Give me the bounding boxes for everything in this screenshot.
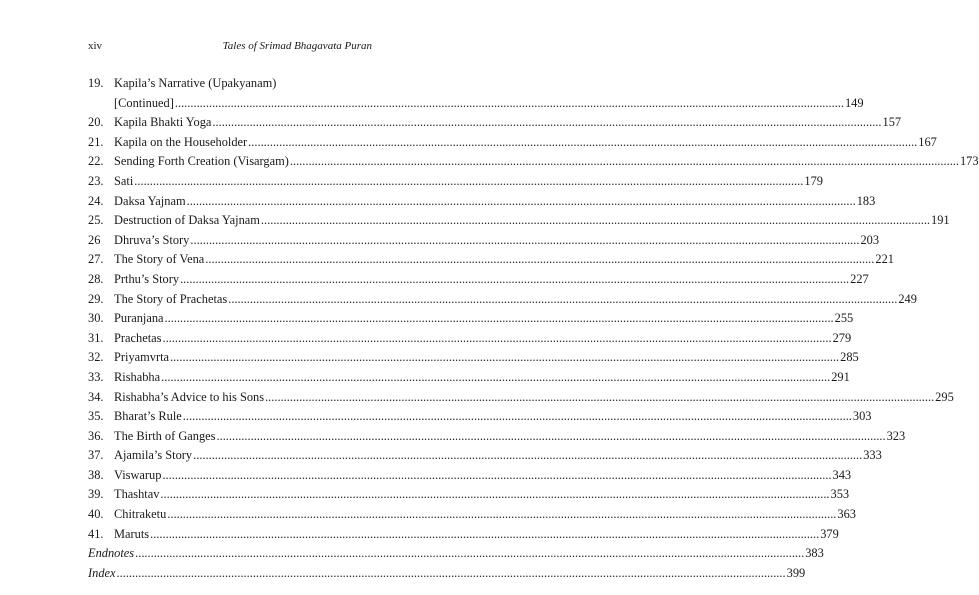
toc-entry-page: 333: [863, 448, 882, 463]
toc-entry-title-continued: [Continued]: [114, 95, 174, 110]
leader-dots: [165, 309, 834, 329]
leader-dots: [228, 290, 897, 310]
toc-entry-title: Rishabha’s Advice to his Sons: [114, 389, 265, 404]
toc-entry-title: Thashtav: [114, 487, 160, 502]
leader-dots: [150, 525, 819, 545]
leader-dots: [212, 113, 881, 133]
toc-entry-page: 285: [840, 350, 859, 365]
toc-entry-title: Destruction of Daksa Yajnam: [114, 213, 260, 228]
toc-entry: [88, 113, 902, 133]
leader-dots: [205, 250, 874, 270]
toc-entry-title: Index: [88, 565, 116, 580]
toc-entry: [88, 290, 917, 310]
leader-dots: [193, 446, 862, 466]
toc-entry-number: 26: [88, 232, 101, 247]
leader-dots: [162, 329, 831, 349]
toc-entry-page: 399: [786, 565, 806, 580]
toc-entry-page: 167: [918, 134, 937, 149]
leader-dots: [290, 152, 959, 172]
toc-entry-number: 36.: [88, 428, 104, 443]
toc-entry-page: 291: [831, 369, 850, 384]
toc-entry-title: The Birth of Ganges: [114, 428, 216, 443]
toc-entry-page: 295: [935, 389, 954, 404]
toc-backmatter-entry: [88, 564, 806, 584]
toc-entry-number: 38.: [88, 467, 104, 482]
toc-entry: [88, 368, 850, 388]
toc-entry-title: Priyamvrta: [114, 350, 170, 365]
toc-entry-title: Viswarup: [114, 467, 162, 482]
toc-entry: [88, 388, 954, 408]
toc-entry: [88, 152, 979, 172]
leader-dots: [162, 466, 831, 486]
toc-entry-title: Daksa Yajnam: [114, 193, 186, 208]
toc-entry-page: 383: [805, 546, 824, 561]
toc-entry-title: Rishabha: [114, 369, 161, 384]
toc-entry-number: 20.: [88, 115, 104, 130]
toc-entry-title: The Story of Prachetas: [114, 291, 228, 306]
toc-entry-title: Chitraketu: [114, 507, 167, 522]
toc-entry-number: 29.: [88, 291, 104, 306]
leader-dots: [160, 485, 829, 505]
toc-entry-page: 255: [834, 311, 854, 326]
toc-entry-title: Bharat’s Rule: [114, 409, 182, 424]
toc-entry-number: 40.: [88, 507, 104, 522]
toc-entry-page: 221: [875, 252, 894, 267]
toc-entry-number: 39.: [88, 487, 104, 502]
toc-entry: [88, 329, 852, 349]
leader-dots: [167, 505, 836, 525]
toc-entry: [88, 231, 880, 251]
toc-entry-number: 23.: [88, 173, 104, 188]
toc-entry-number: 21.: [88, 134, 104, 149]
toc-entry-number: 22.: [88, 154, 104, 169]
toc-entry-title: Kapila’s Narrative (Upakyanam): [114, 76, 277, 90]
toc-entry-title: Prthu’s Story: [114, 271, 180, 286]
toc-entry: [88, 172, 823, 192]
toc-entry: [88, 309, 854, 329]
toc-entry-title: Kapila on the Householder: [114, 134, 248, 149]
leader-dots: [187, 192, 856, 212]
toc-backmatter-entry: [88, 544, 824, 564]
toc-entry-number: 24.: [88, 193, 104, 208]
toc-entry: [88, 466, 852, 486]
toc-entry-page: 379: [820, 526, 839, 541]
toc-entry: [88, 211, 950, 231]
leader-dots: [135, 544, 804, 564]
leader-dots: [134, 172, 803, 192]
toc-entry: [88, 250, 894, 270]
toc-entry-number: 28.: [88, 271, 104, 286]
toc-entry-page: 363: [837, 507, 856, 522]
toc-entry: [88, 270, 869, 290]
toc-entry-number: 34.: [88, 389, 104, 404]
toc-entry-title: Kapila Bhakti Yoga: [114, 115, 212, 130]
leader-dots: [170, 348, 839, 368]
toc-entry-number: 19.: [88, 76, 104, 90]
leader-dots: [217, 427, 886, 447]
running-header: [88, 40, 372, 56]
leader-dots: [183, 407, 852, 427]
toc-entry-title: Puranjana: [114, 311, 164, 326]
toc-entry-page: 249: [898, 291, 917, 306]
leader-dots: [190, 231, 859, 251]
leader-dots: [117, 564, 786, 584]
toc-entry-number: 30.: [88, 311, 104, 326]
leader-dots: [161, 368, 830, 388]
toc-entry-page: 191: [931, 213, 950, 228]
toc-entry-page: 303: [852, 409, 872, 424]
toc-entry-number: 32.: [88, 350, 104, 365]
toc-entry-title: Maruts: [114, 526, 150, 541]
toc-entry-number: 27.: [88, 252, 104, 267]
leader-dots: [175, 94, 844, 114]
toc-entry-title: The Story of Vena: [114, 252, 205, 267]
toc-entry-number: 33.: [88, 369, 104, 384]
toc-entry-page: 149: [844, 95, 864, 110]
toc-entry: [88, 427, 906, 447]
toc-entry-title: Endnotes: [88, 546, 135, 561]
toc-entry-page: 157: [882, 115, 902, 130]
toc-entry: [88, 407, 872, 427]
toc-entry-title: Ajamila’s Story: [114, 448, 193, 463]
toc-entry-title: Prachetas: [114, 330, 162, 345]
leader-dots: [261, 211, 930, 231]
toc-entry-page: 323: [886, 428, 906, 443]
toc-entry-number: 37.: [88, 448, 104, 463]
toc-entry: [88, 192, 876, 212]
toc-entry: [88, 133, 937, 153]
toc-entry-number: 35.: [88, 409, 104, 424]
toc-entry: [88, 525, 839, 545]
toc-entry-number: 25.: [88, 213, 104, 228]
toc-entry: [88, 485, 850, 505]
toc-entry-page: 203: [860, 232, 880, 247]
toc-entry-number: 41.: [88, 526, 104, 541]
leader-dots: [248, 133, 917, 153]
toc-entry-number: 31.: [88, 330, 104, 345]
toc-entry: [88, 505, 856, 525]
running-title: Tales of Srimad Bhagavata Puran: [222, 40, 372, 52]
toc-entry: [88, 348, 859, 368]
toc-entry-title: Dhruva’s Story: [114, 232, 190, 247]
page-number: xiv: [88, 40, 103, 52]
toc-entry-page: 279: [832, 330, 852, 345]
toc-entry-page: 173: [959, 154, 979, 169]
leader-dots: [180, 270, 849, 290]
leader-dots: [265, 388, 934, 408]
toc-entry-title: Sending Forth Creation (Visargam): [114, 154, 289, 169]
toc-entry: [88, 446, 882, 466]
toc-entry-page: 227: [850, 271, 869, 286]
toc-entry-title: Sati: [114, 173, 134, 188]
toc-entry-page: 179: [804, 173, 823, 188]
toc-entry-page: 343: [832, 467, 852, 482]
table-of-contents: [88, 74, 979, 583]
toc-entry-page: 183: [856, 193, 876, 208]
toc-entry-19: [88, 74, 864, 113]
toc-entry-page: 353: [830, 487, 850, 502]
